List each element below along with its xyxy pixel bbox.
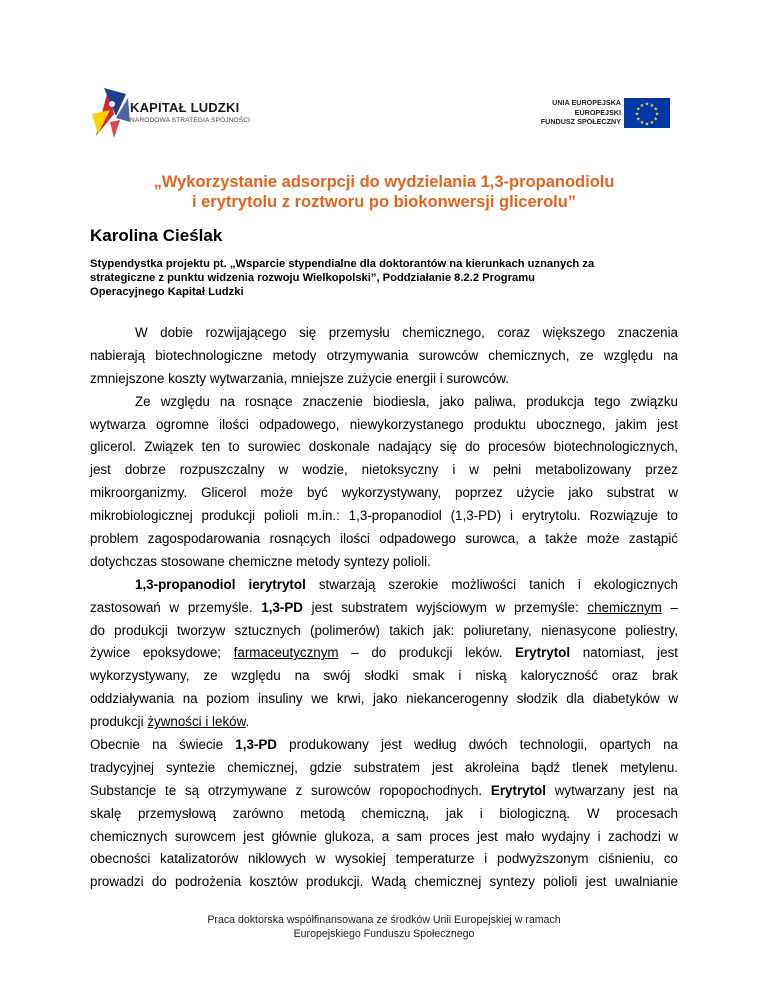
footer-line-1: Praca doktorska współfinansowana ze środków Unii Europejskiej w ramach bbox=[207, 914, 561, 926]
text-segment: zastosowań w przemyśle. bbox=[90, 599, 262, 615]
kapital-ludzki-logo bbox=[90, 84, 270, 140]
eu-logo-line-3: FUNDUSZ SPOŁECZNY bbox=[540, 117, 621, 126]
paragraph-4-line-3 bbox=[90, 780, 678, 803]
term-erytrytol-3: Erytrytol bbox=[490, 782, 546, 798]
paragraph-4-line-5: chemicznych surowcem jest głównie glukoza, a sam proces jest mało wydajny i zachodzi w bbox=[90, 828, 678, 844]
paragraph-1-line-3: zmniejszone koszty wytwarzania, mniejsze zużycie energii i surowców. bbox=[90, 370, 509, 386]
svg-text:★: ★ bbox=[639, 120, 645, 127]
grant-info bbox=[90, 257, 680, 299]
paragraph-3-line-1 bbox=[90, 574, 678, 597]
text-segment: stwarzają szerokie możliwości tanich i ekologicznych bbox=[305, 576, 679, 592]
kapital-ludzki-subtitle: NARODOWA STRATEGIA SPÓJNOŚCI bbox=[130, 117, 251, 124]
eu-logo-line-2: EUROPEJSKI bbox=[574, 107, 621, 117]
paragraph-1-line-1: W dobie rozwijającego się przemysłu chemicznego, coraz większego znaczenia bbox=[135, 325, 678, 340]
paragraph-4-line-7: prowadzi do podrożenia kosztów produkcji. Wadą chemicznej syntezy polioli jest uwalnianie bbox=[90, 874, 678, 890]
underlined-zywnosci-i-lekow: żywności i leków bbox=[147, 714, 246, 730]
paragraph-2-line-3: glicerol. Związek ten to surowiec doskonale nadający się do procesów biotechnologicznych, bbox=[90, 439, 678, 455]
eu-flag-icon bbox=[624, 98, 670, 128]
underlined-chemicznym: chemicznym bbox=[587, 599, 662, 615]
grant-line-2: strategiczne z punktu widzenia rozwoju Wielkopolski”, Poddziałanie 8.2.2 Programu bbox=[90, 272, 535, 284]
term-1-3-pd: 1,3-PD bbox=[261, 599, 303, 615]
paragraph-3-line-7 bbox=[90, 711, 678, 734]
kapital-ludzki-title: KAPITAŁ LUDZKI bbox=[130, 100, 240, 115]
paragraph-2-line-5: mikroorganizmy. Glicerol może być wykorzystywany, poprzez użycie jako substrat w bbox=[90, 485, 678, 501]
term-erytrytol: erytrytol bbox=[252, 576, 306, 592]
page-footer bbox=[90, 913, 678, 941]
text-segment: natomiast, jest bbox=[570, 645, 678, 661]
text-segment: – do produkcji leków. bbox=[338, 645, 515, 661]
paragraph-3-line-5: wykorzystywany, ze względu na swój słodki smak i niską kaloryczność oraz brak bbox=[90, 668, 678, 684]
document-title bbox=[90, 172, 678, 212]
svg-text:★: ★ bbox=[644, 121, 650, 128]
svg-text:★: ★ bbox=[649, 120, 655, 127]
paragraph-4-line-4: skalę przemysłową zarówno metodą chemiczną, jak i biologiczną. W procesach bbox=[90, 805, 678, 821]
paragraph-2-line-4: jest dobrze rozpuszczalny w wodzie, nietoksyczny i w pełni metabolizowany przez bbox=[90, 462, 678, 478]
text-segment: jest substratem wyjściowym w przemyśle: bbox=[302, 599, 588, 615]
title-line-1: „Wykorzystanie adsorpcji do wydzielania 1,3-propanodiolu bbox=[153, 173, 615, 191]
eu-logo-text bbox=[541, 98, 621, 127]
body-text bbox=[90, 322, 678, 894]
paragraph-3-line-6: oddziaływania na poziom insuliny we krwi, jako niekancerogenny słodzik dla diabetyków w bbox=[90, 691, 678, 707]
author-name: Karolina Cieślak bbox=[90, 226, 223, 245]
text-segment: Obecnie na świecie bbox=[90, 737, 236, 753]
paragraph-2-line-2: wytwarza ogromne ilości odpadowego, niewykorzystanego produktu ubocznego, jakim jest bbox=[90, 416, 678, 432]
paragraph-4-line-6: obecności katalizatorów niklowych w wysokiej temperaturze i podwyższonym ciśnieniu, co bbox=[90, 851, 678, 867]
svg-text:★: ★ bbox=[639, 102, 645, 109]
text-segment: produkowany jest według dwóch technologii, opartych na bbox=[276, 737, 678, 753]
paragraph-3-line-4 bbox=[90, 642, 678, 665]
paragraph-2-line-6: mikrobiologicznej produkcji polioli m.in.: 1,3-propanodiol (1,3-PD) i erytrytolu. Rozwiązuje to bbox=[90, 508, 678, 524]
eu-logo-line-1: UNIA EUROPEJSKA bbox=[552, 98, 621, 107]
svg-text:★: ★ bbox=[649, 102, 655, 109]
paragraph-4-line-2: tradycyjnej syntezie chemicznej, gdzie substratem jest akroleina bądź tlenek metylenu. bbox=[90, 759, 678, 775]
grant-line-3: Operacyjnego Kapitał Ludzki bbox=[90, 286, 244, 298]
paragraph-2-line-7: problem zagospodarowania rosnących ilości odpadowego surowca, a także może zastąpić bbox=[90, 531, 678, 547]
underlined-farmaceutycznym: farmaceutycznym bbox=[233, 645, 339, 661]
footer-line-2: Europejskiego Funduszu Społecznego bbox=[293, 928, 475, 940]
text-segment: żywice epoksydowe; bbox=[90, 645, 234, 661]
svg-text:★: ★ bbox=[644, 101, 650, 108]
title-line-2: i erytrytolu z roztworu po biokonwersji glicerolu” bbox=[191, 193, 577, 211]
svg-text:★: ★ bbox=[634, 111, 640, 118]
term-1-3-propanodiol: 1,3-propanodiol i bbox=[135, 576, 253, 592]
svg-text:★: ★ bbox=[653, 116, 658, 123]
paragraph-3-line-2 bbox=[90, 597, 678, 620]
svg-text:★: ★ bbox=[653, 106, 658, 113]
svg-text:★: ★ bbox=[636, 116, 641, 123]
paragraph-2-line-1: Ze względu na rosnące znaczenie biodiesla, jako paliwa, produkcja tego związku bbox=[135, 393, 678, 409]
text-segment: . bbox=[245, 714, 250, 730]
paragraph-2-line-8: dotychczas stosowane chemiczne metody syntezy polioli. bbox=[90, 553, 431, 569]
term-erytrytol-2: Erytrytol bbox=[515, 645, 571, 661]
svg-text:★: ★ bbox=[654, 111, 660, 118]
text-segment: Substancje te są otrzymywane z surowców ropopochodnych. bbox=[90, 782, 491, 798]
term-1-3-pd-2: 1,3-PD bbox=[235, 737, 277, 753]
text-segment: produkcji bbox=[90, 714, 148, 730]
paragraph-4-line-1 bbox=[90, 734, 678, 757]
svg-text:★: ★ bbox=[636, 106, 641, 113]
text-segment: – bbox=[661, 599, 679, 615]
eu-logo bbox=[514, 98, 674, 128]
paragraph-3-line-3: do produkcji tworzyw sztucznych (polimerów) takich jak: poliuretany, nienasycone poliestry, bbox=[90, 622, 678, 638]
grant-line-1: Stypendystka projektu pt. „Wsparcie stypendialne dla doktorantów na kierunkach uznanych za bbox=[90, 258, 595, 270]
text-segment: wytwarzany jest na bbox=[545, 782, 678, 798]
paragraph-1-line-2: nabierają biotechnologiczne metody otrzymywania surowców chemicznych, ze względu na bbox=[90, 347, 678, 363]
